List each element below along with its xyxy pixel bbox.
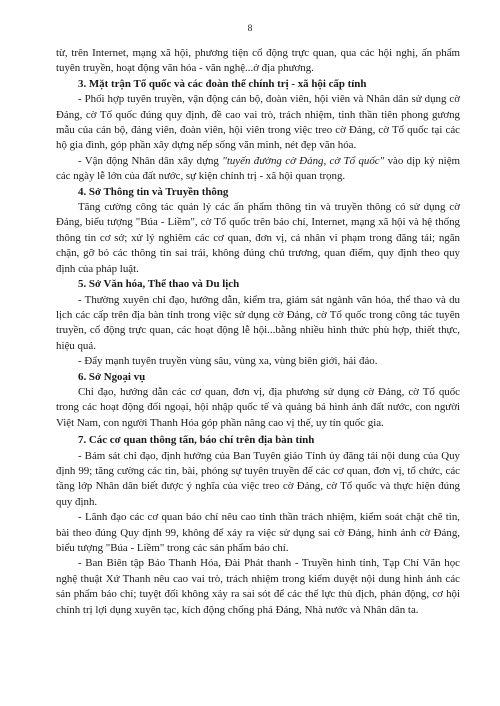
page-number: 8 (247, 24, 253, 34)
section-6-paragraph-1: Chỉ đạo, hướng dẫn các cơ quan, đơn vị, địa phương sử dụng cờ Đảng, cờ Tổ quốc trong các hoạt động đối ngoại, hội nhập quốc tế và quảng bá hình ảnh đất nước, con người Việt Nam, con người Thanh Hóa góp phần nâng cao vị thế, uy tín quốc gia. (56, 385, 460, 429)
page-content (56, 46, 460, 618)
section-7-paragraph-2: - Lãnh đạo các cơ quan báo chí nêu cao tinh thần trách nhiệm, kiểm soát chặt chẽ tin, bài theo đúng Quy định 99, không để xảy ra việc sử dụng sai cờ Đảng, hình ảnh cờ Đảng, biểu tượng "Búa - Liềm" trong các sản phẩm báo chí. (56, 511, 460, 554)
section-4-paragraph-1: Tăng cường công tác quản lý các ấn phẩm thông tin và truyền thông có sử dụng cờ Đảng, biểu tượng "Búa - Liềm", cờ Tổ quốc trên báo chí, Internet, mạng xã hội và hệ thống thông tin cơ sở; xử lý nghiêm các cơ quan, đơn vị, cá nhân vi phạm trong đăng tải; ngăn chặn, gỡ bỏ các thông tin sai trái, không đúng chủ trương, quan điểm, quy định theo quy định của pháp luật. (56, 201, 460, 275)
section-5-paragraph-2: - Đẩy mạnh tuyên truyền vùng sâu, vùng xa, vùng biên giới, hải đảo. (78, 355, 378, 368)
intro-paragraph: từ, trên Internet, mạng xã hội, phương tiện cổ động trực quan, qua các hội nghị, ấn phẩm tuyên truyền, hoạt động văn hóa - văn nghệ...ở địa phương. (56, 47, 460, 75)
section-7-paragraph-3: - Ban Biên tập Báo Thanh Hóa, Đài Phát thanh - Truyền hình tỉnh, Tạp Chí Văn học nghệ thuật Xứ Thanh nêu cao vai trò, trách nhiệm trong kiểm duyệt nội dung hình ảnh các sản phẩm báo chí; tuyệt đối không xảy ra sai sót để các thế lực thù địch, phản động, cơ hội chính trị lợi dụng xuyên tạc, kích động chống phá Đảng, Nhà nước và Nhân dân ta. (56, 557, 460, 616)
section-7-heading: 7. Các cơ quan thông tấn, báo chí trên địa bàn tỉnh (78, 434, 315, 447)
section-7-paragraph-1: - Bám sát chỉ đạo, định hướng của Ban Tuyên giáo Tỉnh ủy đăng tải nội dung của Quy định 99; tăng cường các tin, bài, phóng sự tuyên truyền để các cơ quan, đơn vị, tổ chức, các tầng lớp Nhân dân biết được ý nghĩa của việc treo cờ Đảng, cờ Tổ quốc và thực hiện đúng quy định. (56, 449, 460, 508)
section-3-p2-italic: "tuyến đường cờ Đảng, cờ Tổ quốc" (222, 154, 385, 167)
section-5-heading: 5. Sở Văn hóa, Thể thao và Du lịch (78, 278, 240, 291)
section-5-paragraph-1: - Thường xuyên chỉ đạo, hướng dẫn, kiểm tra, giám sát ngành văn hóa, thể thao và du lịch các cấp trên địa bàn tỉnh trong việc sử dụng cờ Đảng, cờ Tổ quốc trong công tác tuyên truyền, cổ động trực quan, các hoạt động lễ hội...bằng nhiều hình thức phù hợp, thiết thực, hiệu quả. (56, 293, 460, 352)
section-3-heading: 3. Mặt trận Tổ quốc và các đoàn thể chính trị - xã hội cấp tỉnh (78, 77, 367, 90)
section-3-paragraph-2 (56, 154, 460, 185)
section-6-heading: 6. Sở Ngoại vụ (78, 370, 146, 383)
section-3-paragraph-1: - Phối hợp tuyên truyền, vận động cán bộ, đoàn viên, hội viên và Nhân dân sử dụng cờ Đảng, cờ Tổ quốc đúng quy định, đề cao vai trò, trách nhiệm, tinh thần tiên phong gương mẫu của cán bộ, đảng viên, đoàn viên, hội viên trong việc treo cờ Đảng, cờ Tổ quốc tại các hộ gia đình, góp phần xây dựng nếp sống văn minh, nét đẹp văn hóa. (56, 93, 460, 152)
section-3-p2-text-b: vào dịp kỷ niệm các ngày lễ lớn của đất nước, sự kiện chính trị - xã hội quan trọng. (56, 154, 461, 183)
section-4-heading: 4. Sở Thông tin và Truyền thông (78, 185, 229, 198)
section-3-p2-text-a: - Vận động Nhân dân xây dựng (78, 154, 223, 167)
